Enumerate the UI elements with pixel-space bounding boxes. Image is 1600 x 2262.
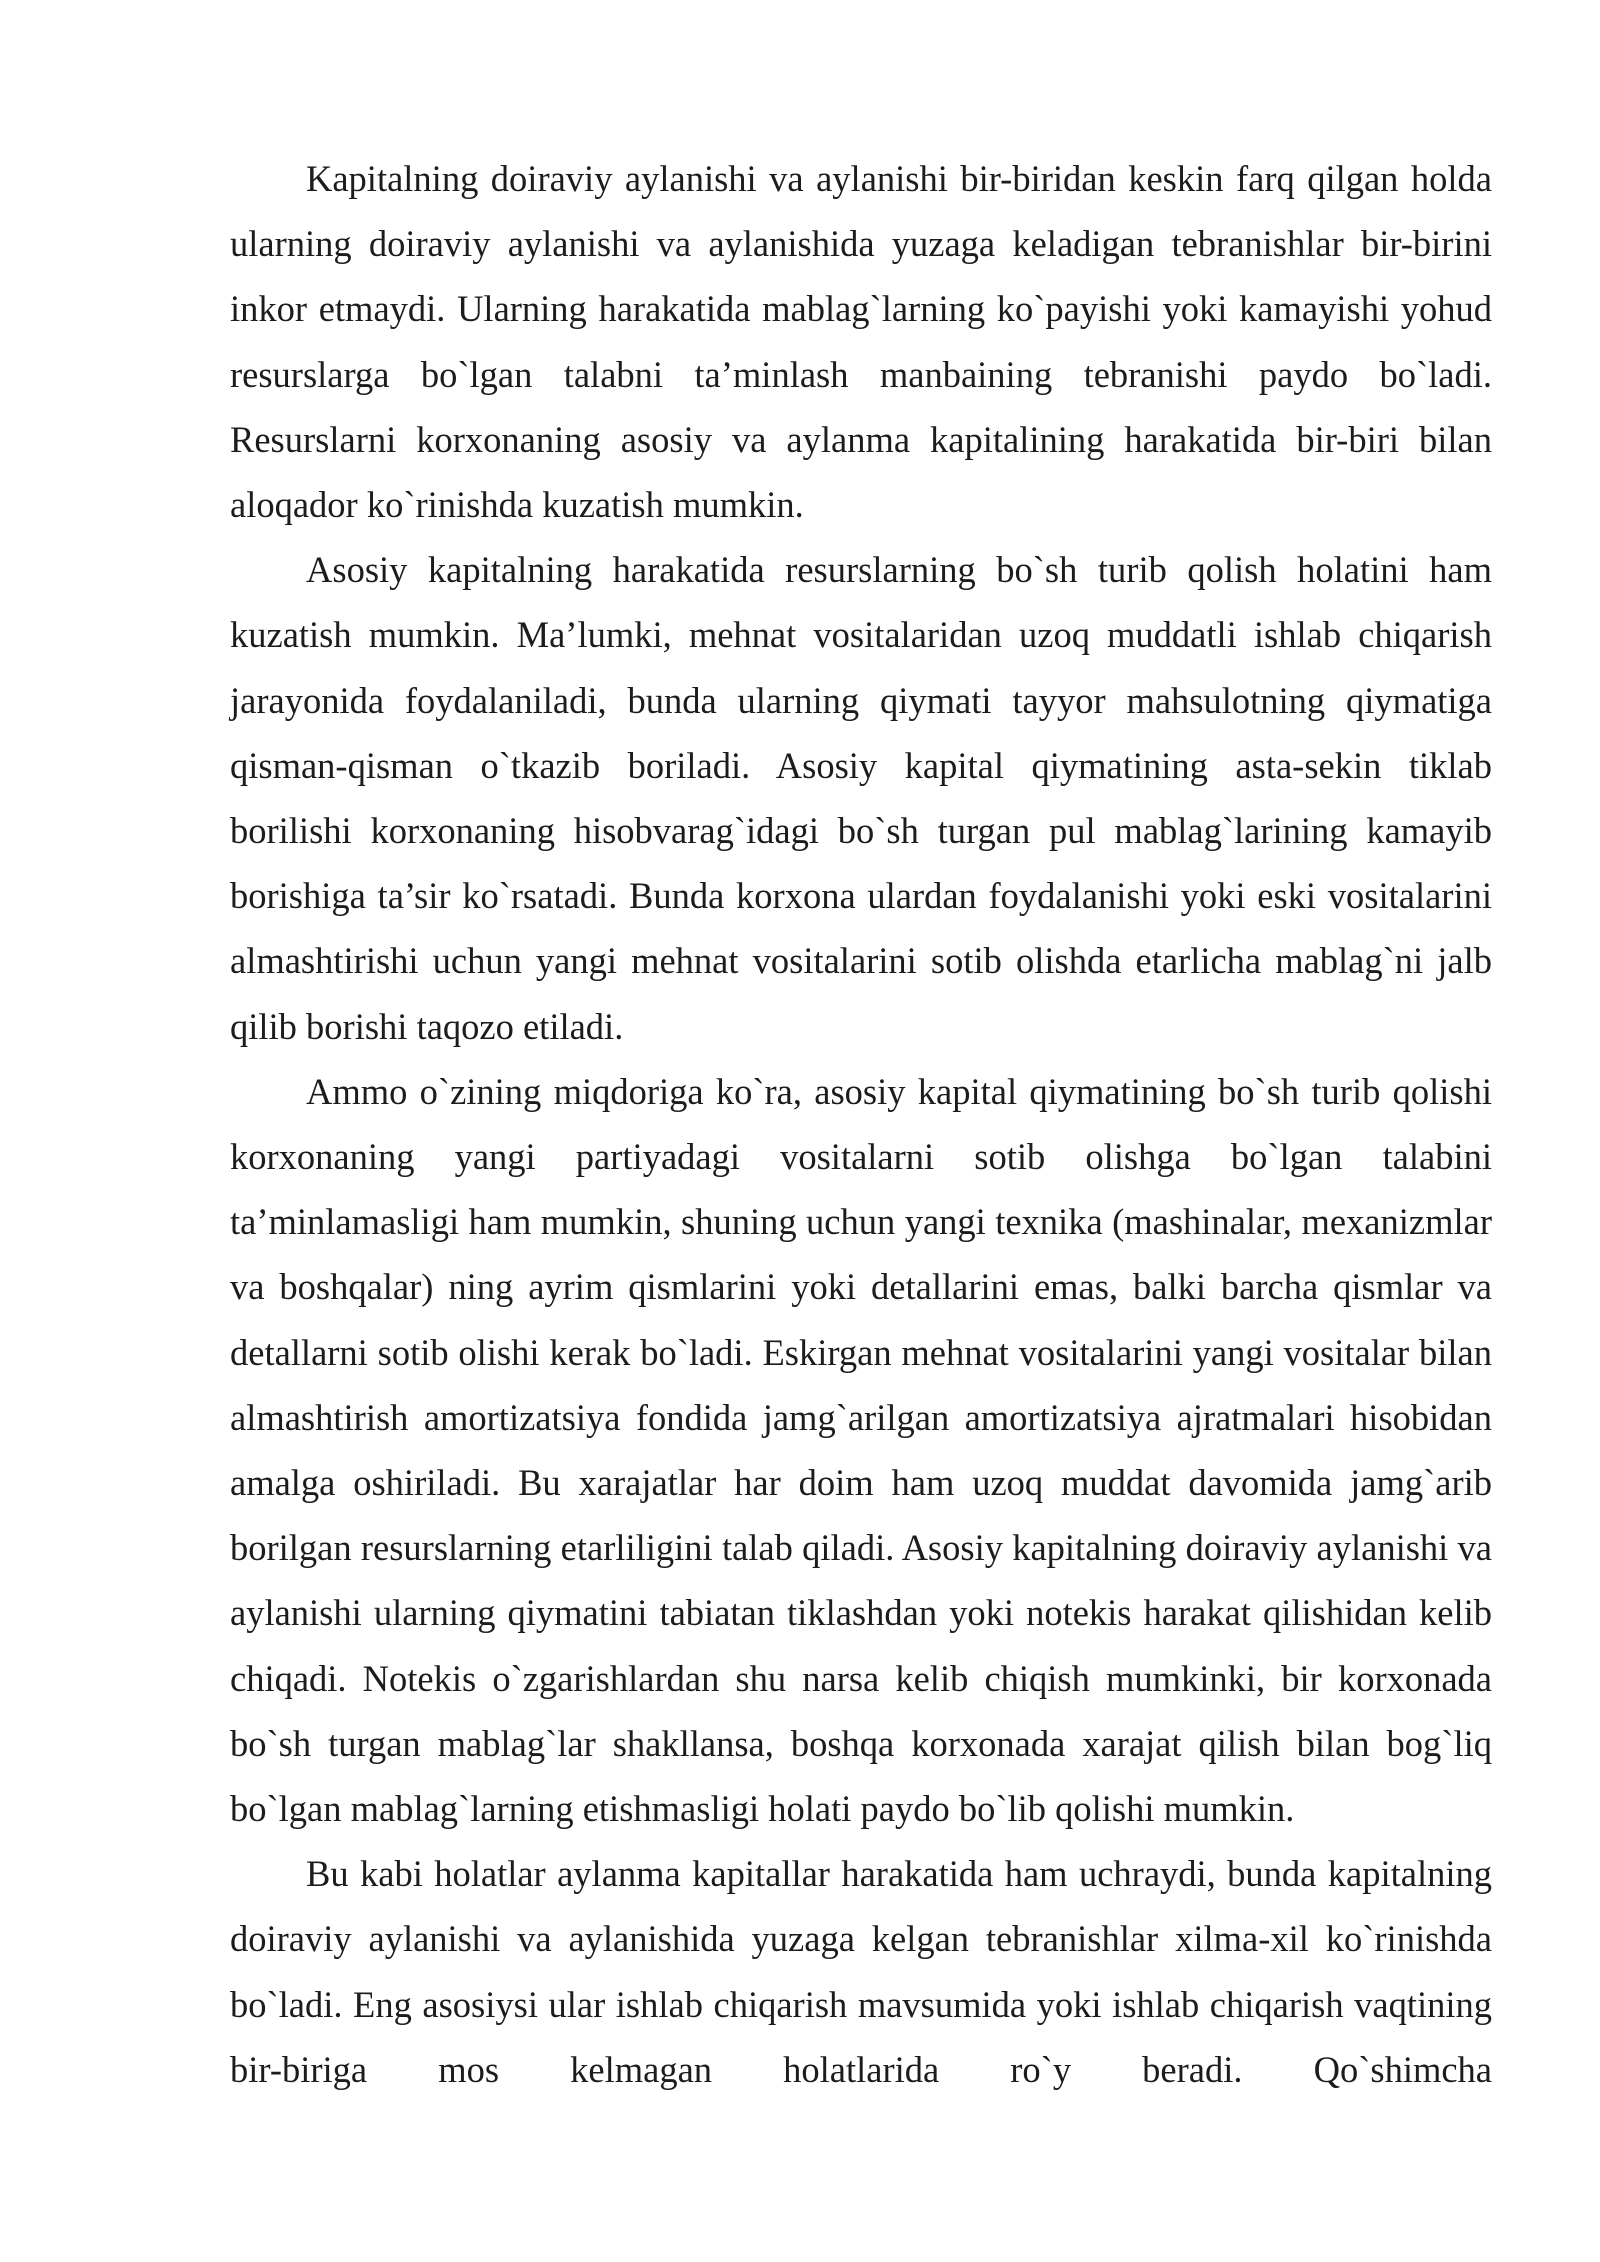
paragraph-1: Kapitalning doiraviy aylanishi va aylanishi bir-biridan keskin farq qilgan holda ularning doiraviy aylanishi va aylanishida yuzaga keladigan tebranishlar bir-birini inkor etmaydi. Ularning harakatida mablag`larning ko`payishi yoki kamayishi yohud resurslarga bo`lgan talabni ta’minlash manbaining tebranishi paydo bo`ladi. Resurslarni korxonaning asosiy va aylanma kapitalining harakatida bir-biri bilan aloqador ko`rinishda kuzatish mumkin. (230, 158, 1492, 526)
paragraph-2: Asosiy kapitalning harakatida resurslarning bo`sh turib qolish holatini ham kuzatish mumkin. Ma’lumki, mehnat vositalaridan uzoq muddatli ishlab chiqarish jarayonida foydalaniladi, bunda ularning qiymati tayyor mahsulotning qiymatiga qisman-qisman o`tkazib boriladi. Asosiy kapital qiymatining asta-sekin tiklab borilishi korxonaning hisobvarag`idagi bo`sh turgan pul mablag`larining kamayib borishiga ta’sir ko`rsatadi. Bunda korxona ulardan foydalanishi yoki eski vositalarini almashtirishi uchun yangi mehnat vositalarini sotib olishda etarlicha mablag`ni jalb qilib borishi taqozo etiladi. (230, 549, 1492, 1047)
document-body (230, 146, 1492, 2102)
paragraph-4: Bu kabi holatlar aylanma kapitallar harakatida ham uchraydi, bunda kapitalning doiraviy aylanishi va aylanishida yuzaga kelgan tebranishlar xilma-xil ko`rinishda bo`ladi. Eng asosiysi ular ishlab chiqarish mavsumida yoki ishlab chiqarish vaqtining bir-biriga mos kelmagan holatlarida ro`y beradi. Qo`shimcha (230, 1853, 1492, 2090)
paragraph-3: Ammo o`zining miqdoriga ko`ra, asosiy kapital qiymatining bo`sh turib qolishi korxonaning yangi partiyadagi vositalarni sotib olishga bo`lgan talabini ta’minlamasligi ham mumkin, shuning uchun yangi texnika (mashinalar, mexanizmlar va boshqalar) ning ayrim qismlarini yoki detallarini emas, balki barcha qismlar va detallarni sotib olishi kerak bo`ladi. Eskirgan mehnat vositalarini yangi vositalar bilan almashtirish amortizatsiya fondida jamg`arilgan amortizatsiya ajratmalari hisobidan amalga oshiriladi. Bu xarajatlar har doim ham uzoq muddat davomida jamg`arib borilgan resurslarning etarliligini talab qiladi. Asosiy kapitalning doiraviy aylanishi va aylanishi ularning qiymatini tabiatan tiklashdan yoki notekis harakat qilishidan kelib chiqadi. Notekis o`zgarishlardan shu narsa kelib chiqish mumkinki, bir korxonada bo`sh turgan mablag`lar shakllansa, boshqa korxonada xarajat qilish bilan bog`liq bo`lgan mablag`larning etishmasligi holati paydo bo`lib qolishi mumkin. (230, 1070, 1492, 1830)
